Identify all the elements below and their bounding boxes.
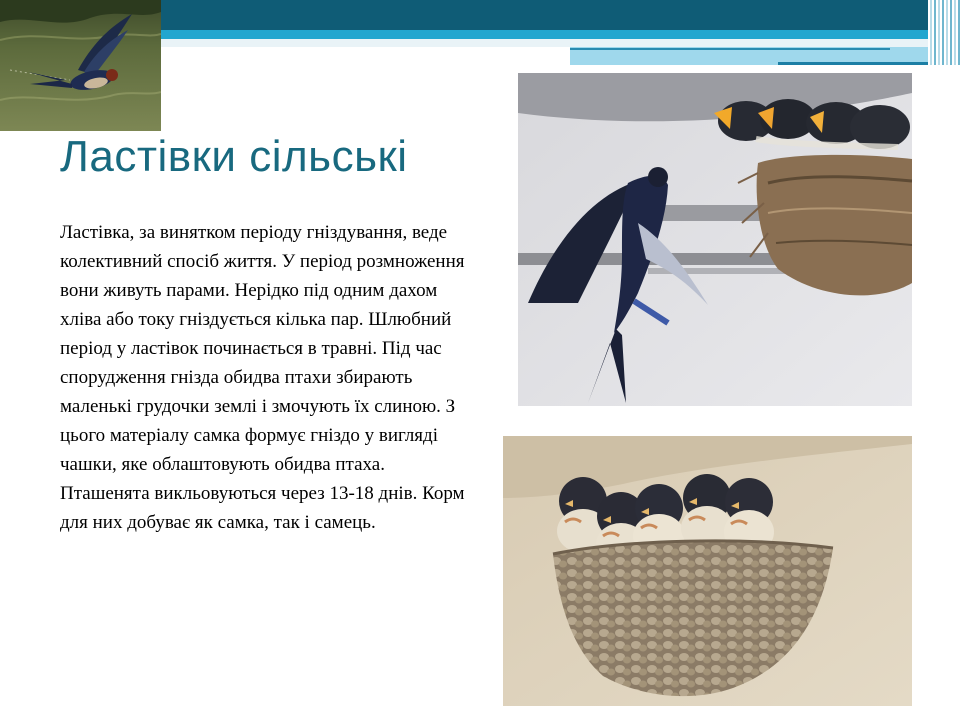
slide-title: Ластівки сільські [60,132,408,181]
header-band-light [160,39,940,47]
header-band-dark [160,0,940,30]
header-band-mid [160,30,940,39]
header-band-stripes [928,0,960,65]
chicks-in-mud-nest-photo [503,436,912,706]
header-band-line [570,48,890,50]
header-band-line-lower [778,62,940,65]
swallow-over-water-photo [0,0,161,131]
swallow-feeding-chicks-photo [518,73,912,406]
slide-body-text: Ластівка, за винятком періоду гніздування, веде колективний спосіб життя. У період розмноження вони живуть парами. Нерідко під одним дахом хліва або току гніздується кілька пар. Шлюбний період у ластівок починається в травні. Під час спорудження гнізда обидва птахи збирають маленькі грудочки землі і змочують їх слиною. З цього матеріалу самка формує гніздо у вигляді чашки, яке облаштовують обидва птаха. Пташенята викльовуються через 13-18 днів. Корм для них добуває як самка, так і самець. [60,222,465,533]
